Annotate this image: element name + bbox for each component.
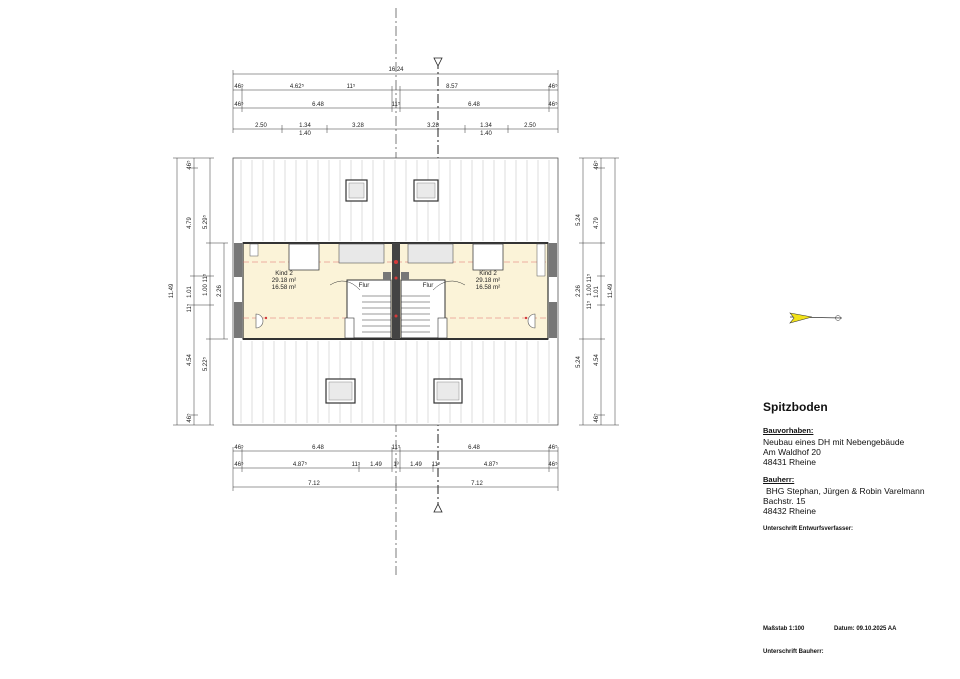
dim-top-r3-b: 1.34 — [299, 123, 311, 129]
dim-right-c3-a: 1.00 — [587, 284, 593, 296]
client-signature-label: Unterschrift Bauherr: — [763, 649, 824, 655]
dim-top-r3-e: 1.34 — [480, 123, 492, 129]
dim-right-overall: 11.49 — [608, 283, 614, 299]
client-heading: Bauherr: — [763, 475, 795, 484]
title-block — [763, 400, 953, 532]
project-line-1: Neubau eines DH mit Nebengebäude — [763, 437, 905, 447]
north-arrow-icon — [790, 313, 842, 323]
dim-top-r2-b: 6.48 — [312, 102, 324, 108]
dim-bot-r1-d: 6.48 — [468, 445, 480, 451]
dim-right-c3-c: 11⁵ — [587, 300, 593, 310]
gable-window-right-upper — [549, 243, 557, 277]
dim-left-c1-d: 4.54 — [187, 354, 193, 366]
dim-top-r3b-a: 1.40 — [299, 131, 311, 137]
dim-right-c1-d: 4.54 — [594, 354, 600, 366]
room-area1-right: 29.18 m² — [475, 277, 501, 284]
corner-box-right — [537, 244, 545, 276]
project-line-2: Am Waldhof 20 — [763, 447, 821, 457]
section-marker-top — [434, 58, 442, 66]
dim-top-r2-a: 46⁵ — [234, 102, 244, 108]
dim-top-r1-c: 11⁵ — [346, 84, 356, 90]
skylight-top-right-inner — [417, 183, 435, 198]
dim-bot-r1-a: 46⁵ — [234, 445, 244, 451]
skylight-bottom-left-inner — [329, 382, 352, 400]
project-line-3: 48431 Rheine — [763, 457, 816, 467]
scale-label: Maßstab 1:100 — [763, 626, 805, 632]
dim-bot-r2-c: 11⁵ — [351, 462, 361, 468]
dim-left-c1-b: 4.79 — [187, 217, 193, 229]
flur-label-left: Flur — [358, 282, 370, 289]
dim-top-r1-d: 8.57 — [446, 84, 458, 90]
client-line-1: BHG Stephan, Jürgen & Robin Varelmann — [766, 486, 925, 496]
dim-left-c2-b: 1.00 — [203, 284, 209, 296]
hatch-right — [438, 318, 447, 338]
chimney-right — [401, 272, 409, 280]
dim-right-c3-b: 11⁵ — [587, 273, 593, 283]
dim-left-c2b-b: 11⁵ — [203, 273, 209, 283]
dim-right-c1-a: 46⁵ — [594, 160, 600, 170]
dim-top-r2-c: 11⁵ — [391, 102, 401, 108]
dim-top-r1-b: 4.62⁵ — [289, 84, 305, 90]
dim-top-r2-e: 46⁵ — [548, 102, 558, 108]
chimney-left — [383, 272, 391, 280]
party-wall — [392, 243, 400, 339]
flur-label-right: Flur — [422, 282, 434, 289]
dim-bot-r2-f: 1.49 — [410, 462, 422, 468]
dim-bot-r2-e: 1³ — [393, 462, 399, 468]
dim-bot-r2-d: 1.49 — [370, 462, 382, 468]
date-label: Datum: 09.10.2025 AA — [834, 626, 897, 632]
corner-box-left — [250, 244, 258, 256]
gable-window-left-upper — [234, 243, 242, 277]
room-area2-left: 16.58 m² — [271, 284, 297, 291]
dim-bot-r2-i: 46⁵ — [548, 462, 558, 468]
dim-right-c2-a: 5.24 — [576, 214, 582, 226]
dim-top-r3-c: 3.28 — [352, 123, 364, 129]
dim-right-c1-c: 1.01 — [594, 286, 600, 298]
dim-left-c1-c: 1.01 — [187, 286, 193, 298]
dim-top-overall: 16.24 — [388, 67, 404, 73]
roof-window-left-a — [289, 244, 319, 270]
room-area2-right: 16.58 m² — [475, 284, 501, 291]
dim-left-c2-a: 5.29⁵ — [203, 214, 209, 230]
dim-right-c2-b: 2.26 — [576, 285, 582, 297]
dim-top-r3-d: 3.28 — [427, 123, 439, 129]
section-marker-bottom — [434, 504, 442, 512]
dim-left-c2b-a: 11⁵ — [187, 303, 193, 313]
project-heading: Bauvorhaben: — [763, 426, 814, 435]
dim-right-c1-b: 4.79 — [594, 217, 600, 229]
designer-signature-label: Unterschrift Entwurfsverfasser: — [763, 526, 854, 532]
roof-window-right-b — [473, 244, 503, 270]
bottom-dimension-chains — [233, 447, 558, 491]
dim-bot-r1-b: 6.48 — [312, 445, 324, 451]
dim-top-r3-f: 2.50 — [524, 123, 536, 129]
room-area1-left: 29.18 m² — [271, 277, 297, 284]
dim-bot-r3-b: 7.12 — [471, 481, 483, 487]
dim-bot-r2-g: 11⁵ — [431, 462, 441, 468]
dim-right-c1-e: 46⁵ — [594, 413, 600, 423]
dim-bot-r2-b: 4.87⁵ — [292, 462, 308, 468]
dim-top-r3b-b: 1.40 — [480, 131, 492, 137]
dim-left-c1-e: 46⁵ — [187, 413, 193, 423]
client-line-3: 48432 Rheine — [763, 506, 816, 516]
dim-top-r1-e: 46⁵ — [548, 84, 558, 90]
dim-bot-r1-c: 11⁵ — [391, 445, 401, 451]
dim-top-r2-d: 6.48 — [468, 102, 480, 108]
dim-left-c3-a: 2.26 — [217, 285, 223, 297]
client-line-2: Bachstr. 15 — [763, 496, 806, 506]
dim-left-c1-a: 46⁵ — [187, 160, 193, 170]
dim-left-overall: 11.49 — [169, 283, 175, 299]
hatch-left — [345, 318, 354, 338]
dim-top-r1-a: 46⁵ — [234, 84, 244, 90]
dim-bot-r3-a: 7.12 — [308, 481, 320, 487]
dim-top-r3-a: 2.50 — [255, 123, 267, 129]
dim-bot-r1-e: 46⁵ — [548, 445, 558, 451]
dim-right-c2-c: 5.24 — [576, 356, 582, 368]
dim-left-c2-c: 5.22⁵ — [203, 356, 209, 372]
roof-window-left-b — [339, 244, 384, 263]
roof-plan — [233, 158, 558, 425]
roof-window-right-a — [408, 244, 453, 263]
dim-bot-r2-h: 4.87⁵ — [483, 462, 499, 468]
drawing-title: Spitzboden — [763, 400, 828, 414]
room-name-left: Kind 2 — [275, 270, 293, 277]
skylight-bottom-right-inner — [437, 382, 459, 400]
gable-window-right-lower — [549, 302, 557, 338]
gable-window-left-lower — [234, 302, 242, 338]
dim-bot-r2-a: 46⁵ — [234, 462, 244, 468]
skylight-top-left-inner — [349, 183, 364, 198]
room-name-right: Kind 2 — [479, 270, 497, 277]
